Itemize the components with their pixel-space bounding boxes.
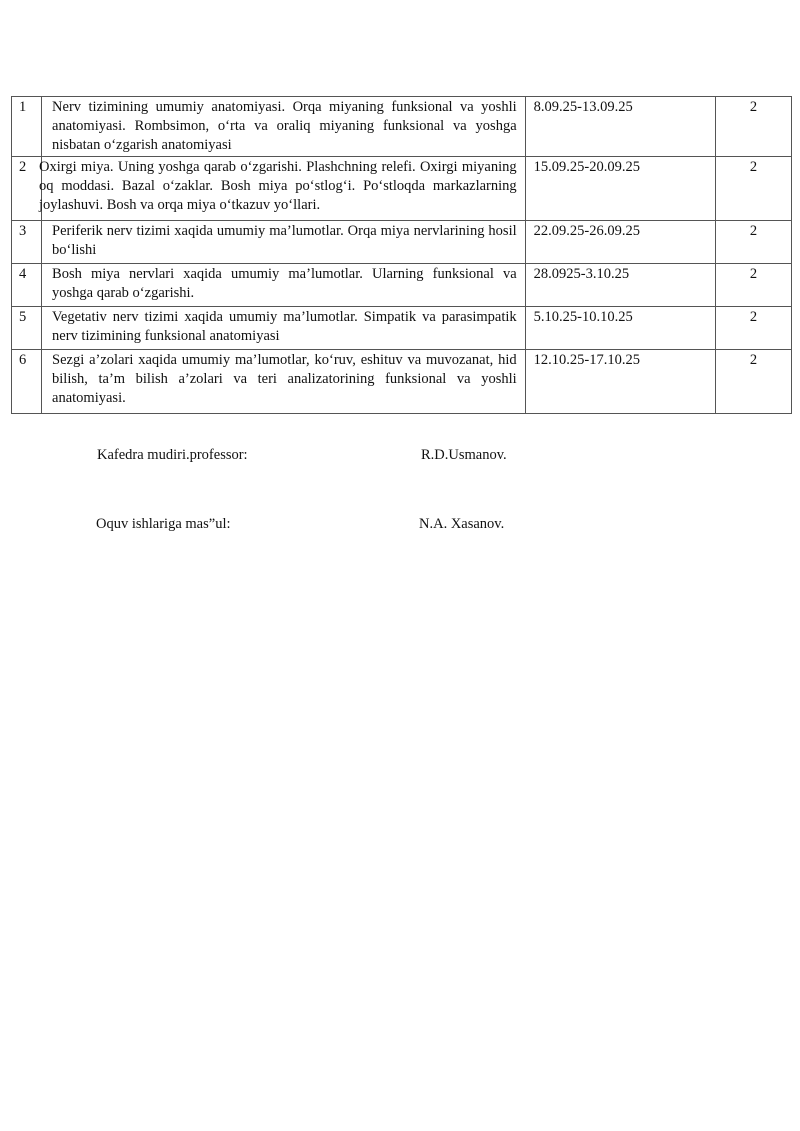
table-row bbox=[12, 97, 792, 157]
row-number: 1 bbox=[19, 99, 27, 115]
topic-cell bbox=[39, 157, 526, 221]
academic-signature-name: N.A. Xasanov. bbox=[419, 516, 505, 532]
row-number-cell bbox=[12, 307, 42, 350]
schedule-table bbox=[11, 96, 792, 414]
topic-text: Periferik nerv tizimi xaqida umumiy ma’lumotlar. Orqa miya nervlarining hosil bo‘lishi bbox=[52, 223, 517, 258]
topic-cell bbox=[42, 350, 526, 414]
row-number: 6 bbox=[19, 352, 27, 368]
date-cell bbox=[525, 221, 715, 264]
hours-cell bbox=[715, 221, 791, 264]
row-number-cell bbox=[12, 350, 42, 414]
row-number-cell bbox=[12, 97, 42, 157]
row-number-cell bbox=[12, 264, 42, 307]
topic-text: Vegetativ nerv tizimi xaqida umumiy ma’lumotlar. Simpatik va parasimpatik nerv tizimining funksional anatomiyasi bbox=[52, 309, 517, 344]
date-cell bbox=[525, 264, 715, 307]
hours-value: 2 bbox=[749, 352, 758, 368]
date-cell bbox=[525, 307, 715, 350]
hours-value: 2 bbox=[749, 159, 758, 175]
row-number: 5 bbox=[19, 309, 27, 325]
hours-value: 2 bbox=[749, 223, 758, 239]
row-number: 4 bbox=[19, 266, 27, 282]
hours-cell bbox=[715, 350, 791, 414]
topic-text: Sezgi a’zolari xaqida umumiy ma’lumotlar, ko‘ruv, eshituv va muvozanat, hid bilish, ta’m bilish a’zolari va teri analizatorining funksional va yoshli anatomiyasi. bbox=[52, 352, 517, 406]
date-range: 8.09.25-13.09.25 bbox=[533, 99, 633, 115]
hours-cell bbox=[715, 307, 791, 350]
date-range: 15.09.25-20.09.25 bbox=[533, 159, 640, 175]
topic-text: Oxirgi miya. Uning yoshga qarab o‘zgarishi. Plashchning relefi. Oxirgi miyaning oq moddasi. Bazal o‘zaklar. Bosh miya po‘stlog‘i. Po‘stloqda markazlarning joylashuvi. Bosh va orqa miya o‘tkazuv yo‘llari. bbox=[39, 159, 517, 213]
topic-text: Bosh miya nervlari xaqida umumiy ma’lumotlar. Ularning funksional va yoshga qarab o‘zgarishi. bbox=[52, 266, 517, 301]
date-range: 22.09.25-26.09.25 bbox=[533, 223, 640, 239]
hours-value: 2 bbox=[749, 99, 758, 115]
date-range: 12.10.25-17.10.25 bbox=[533, 352, 640, 368]
table-row bbox=[12, 264, 792, 307]
hours-cell bbox=[715, 264, 791, 307]
table-row bbox=[12, 221, 792, 264]
date-range: 28.0925-3.10.25 bbox=[533, 266, 630, 282]
head-signature-name: R.D.Usmanov. bbox=[421, 447, 507, 463]
topic-cell bbox=[42, 264, 526, 307]
hours-cell bbox=[715, 97, 791, 157]
date-range: 5.10.25-10.10.25 bbox=[533, 309, 633, 325]
table-row bbox=[12, 307, 792, 350]
topic-cell bbox=[42, 97, 526, 157]
date-cell bbox=[525, 97, 715, 157]
hours-cell bbox=[715, 157, 791, 221]
table-row bbox=[12, 350, 792, 414]
row-number-cell bbox=[12, 221, 42, 264]
head-signature-title: Kafedra mudiri.professor: bbox=[97, 447, 248, 463]
topic-text: Nerv tizimining umumiy anatomiyasi. Orqa miyaning funksional va yoshli anatomiyasi. Rombsimon, o‘rta va oraliq miyaning funksional va yoshga nisbatan o‘zgarish anatomiyasi bbox=[52, 99, 517, 153]
topic-cell bbox=[42, 221, 526, 264]
academic-signature-title: Oquv ishlariga mas”ul: bbox=[96, 516, 231, 532]
table-row bbox=[12, 157, 792, 221]
date-cell bbox=[525, 157, 715, 221]
hours-value: 2 bbox=[749, 309, 758, 325]
row-number-cell bbox=[12, 157, 42, 221]
topic-cell bbox=[42, 307, 526, 350]
date-cell bbox=[525, 350, 715, 414]
hours-value: 2 bbox=[749, 266, 758, 282]
row-number: 2 bbox=[19, 159, 27, 175]
row-number: 3 bbox=[19, 223, 27, 239]
